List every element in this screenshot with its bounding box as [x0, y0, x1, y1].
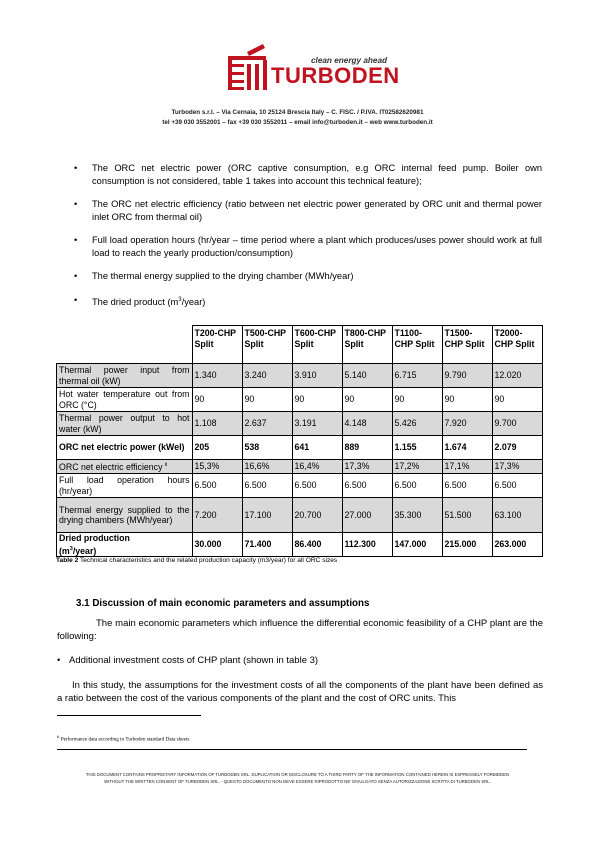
table-cell: 6.715 [392, 364, 442, 388]
footnote-divider [57, 715, 201, 716]
brand-tagline: clean energy ahead [311, 56, 387, 65]
table-cell: 63.100 [492, 498, 542, 533]
table-cell: 51.500 [442, 498, 492, 533]
list-item: • The ORC net electric efficiency (ratio between net electric power generated by ORC unit and thermal power inlet ORC from thermal oil) [74, 199, 542, 222]
column-header: T800-CHP Split [342, 326, 392, 364]
table-cell: 17,2% [392, 460, 442, 474]
body-paragraph: The main economic parameters which influence the differential economic feasibility of a CHP plant are the following: [57, 618, 543, 642]
table-cell: 7.920 [442, 412, 492, 436]
table-caption: Table 2 Technical characteristics and the related production capacity (m3/year) for all ORC sizes [56, 557, 338, 564]
table-cell: 17,3% [492, 460, 542, 474]
table-cell: 215.000 [442, 533, 492, 557]
table-cell: 17.100 [242, 498, 292, 533]
table-cell: 71.400 [242, 533, 292, 557]
table-cell: 17,3% [342, 460, 392, 474]
table-cell: 6.500 [292, 474, 342, 498]
row-label: Thermal power output to hot water (kW) [57, 412, 193, 436]
column-header: T1500-CHP Split [442, 326, 492, 364]
company-address: Turboden s.r.l. – Via Cernaia, 10 25124 Brescia Italy – C. FISC. / P.IVA. IT02582620981 [171, 109, 424, 116]
table-cell: 4.148 [342, 412, 392, 436]
column-header: T1100-CHP Split [392, 326, 442, 364]
table-row [57, 498, 543, 533]
table-cell: 30.000 [192, 533, 242, 557]
table-cell: 112.300 [342, 533, 392, 557]
table-cell: 9.700 [492, 412, 542, 436]
row-label: ORC net electric power (kWel) [57, 436, 193, 460]
company-contacts: tel +39 030 3552001 – fax +39 030 3552011 – email info@turboden.it – web www.turboden.it [162, 119, 433, 126]
list-item: • Additional investment costs of CHP plant (shown in table 3) [57, 655, 319, 666]
table-row [57, 460, 543, 474]
table-cell: 147.000 [392, 533, 442, 557]
legal-notice: THIS DOCUMENT CONTAINS PROPRIETARY INFORMATION OF TURBODEN SRL. DUPLICATION OR DISCLOSURE TO A THIRD PARTY OF THE INFORMATION CONTAINED HEREIN IS EXPRESSELY FORBIDDEN [85, 772, 510, 777]
table-cell: 16,4% [292, 460, 342, 474]
table-cell: 2.079 [492, 436, 542, 460]
table-cell: 263.000 [492, 533, 542, 557]
table-header-row [57, 326, 543, 364]
row-label: Hot water temperature out from ORC (°C) [57, 388, 193, 412]
table-cell: 17,1% [442, 460, 492, 474]
list-item: • The thermal energy supplied to the drying chamber (MWh/year) [74, 271, 354, 281]
table-cell: 90 [442, 388, 492, 412]
table-cell: 27.000 [342, 498, 392, 533]
bullet-icon: • [74, 294, 78, 305]
table-cell: 6.500 [392, 474, 442, 498]
table-cell: 641 [292, 436, 342, 460]
column-header: T200-CHP Split [192, 326, 242, 364]
bullet-icon: • [74, 271, 78, 281]
table-cell: 1.108 [192, 412, 242, 436]
column-header: T2000-CHP Split [492, 326, 542, 364]
table-cell: 6.500 [342, 474, 392, 498]
table-cell: 6.500 [442, 474, 492, 498]
table-cell: 5.426 [392, 412, 442, 436]
bullet-icon: • [74, 163, 78, 173]
column-header: T500-CHP Split [242, 326, 292, 364]
table-cell: 86.400 [292, 533, 342, 557]
footer-divider [57, 749, 527, 750]
table-cell: 15,3% [192, 460, 242, 474]
row-label: Thermal energy supplied to the drying chambers (MWh/year) [57, 498, 193, 533]
table-row [57, 436, 543, 460]
table-cell: 1.674 [442, 436, 492, 460]
column-header: T600-CHP Split [292, 326, 342, 364]
bullet-icon: • [74, 199, 78, 209]
legal-notice: WITHOUT THE WRITTEN CONSENT OF TURBODEN SRL. - QUESTO DOCUMENTO NON DEVE ESSERE RIPRODOTTO NE' DIVULGATO SENZA AUTORIZZAZIONE SCRITTA DI TURBODEN SRL. [104, 779, 491, 784]
table-cell: 889 [342, 436, 392, 460]
table-cell: 6.500 [242, 474, 292, 498]
body-paragraph: In this study, the assumptions for the investment costs of all the components of the plant have been defined as a ratio between the cost of the various components of the plant and the cost of ORC units. This [57, 680, 543, 704]
bullet-icon: • [57, 655, 61, 666]
section-heading: 3.1 Discussion of main economic parameters and assumptions [76, 598, 370, 609]
table-row [57, 412, 543, 436]
list-item: • The dried product $(m^3/year)$ [74, 294, 206, 307]
row-label: ORC net electric efficiency $^{ii}$ [57, 460, 193, 474]
table-cell: 2.637 [242, 412, 292, 436]
table-cell: 538 [242, 436, 292, 460]
table-cell: 3.240 [242, 364, 292, 388]
table-cell: 90 [392, 388, 442, 412]
table-cell: 3.910 [292, 364, 342, 388]
table-row [57, 388, 543, 412]
parameter-bullet-list [72, 162, 542, 319]
row-label: Dried production $(m^3/year)$ [57, 533, 193, 557]
table-cell: 90 [292, 388, 342, 412]
brand-name: TURBODEN [271, 63, 400, 88]
table-cell: 90 [492, 388, 542, 412]
row-label: Full load operation hours (hr/year) [57, 474, 193, 498]
list-item: • Full load operation hours (hr/year – time period where a plant which produces/uses power should work at full load to reach the yearly production/consumption) [74, 235, 542, 258]
row-label: Thermal power input from thermal oil (kW) [57, 364, 193, 388]
table-cell: 90 [342, 388, 392, 412]
footnote: $^{ii}$ Performance data according to Turboden standard Data sheets [57, 734, 190, 743]
table-cell: 90 [192, 388, 242, 412]
table-cell: 1.155 [392, 436, 442, 460]
table-cell: 5.140 [342, 364, 392, 388]
table-cell: 9.790 [442, 364, 492, 388]
bullet-icon: • [74, 235, 78, 245]
table-row [57, 474, 543, 498]
table-cell: 20.700 [292, 498, 342, 533]
table-row [57, 364, 543, 388]
list-item: • The ORC net electric power (ORC captive consumption, e.g ORC internal feed pump. Boiler own consumption is not considered, table 1 takes into account this technical feature); [74, 163, 542, 186]
table-cell: 12.020 [492, 364, 542, 388]
orc-characteristics-table [56, 325, 543, 557]
table-cell: 205 [192, 436, 242, 460]
table-cell: 90 [242, 388, 292, 412]
table-cell: 16,6% [242, 460, 292, 474]
table-cell: 6.500 [492, 474, 542, 498]
table-cell: 7.200 [192, 498, 242, 533]
table-cell: 35.300 [392, 498, 442, 533]
table-row [57, 533, 543, 557]
table-cell: 1.340 [192, 364, 242, 388]
table-cell: 3.191 [292, 412, 342, 436]
table-cell: 6.500 [192, 474, 242, 498]
